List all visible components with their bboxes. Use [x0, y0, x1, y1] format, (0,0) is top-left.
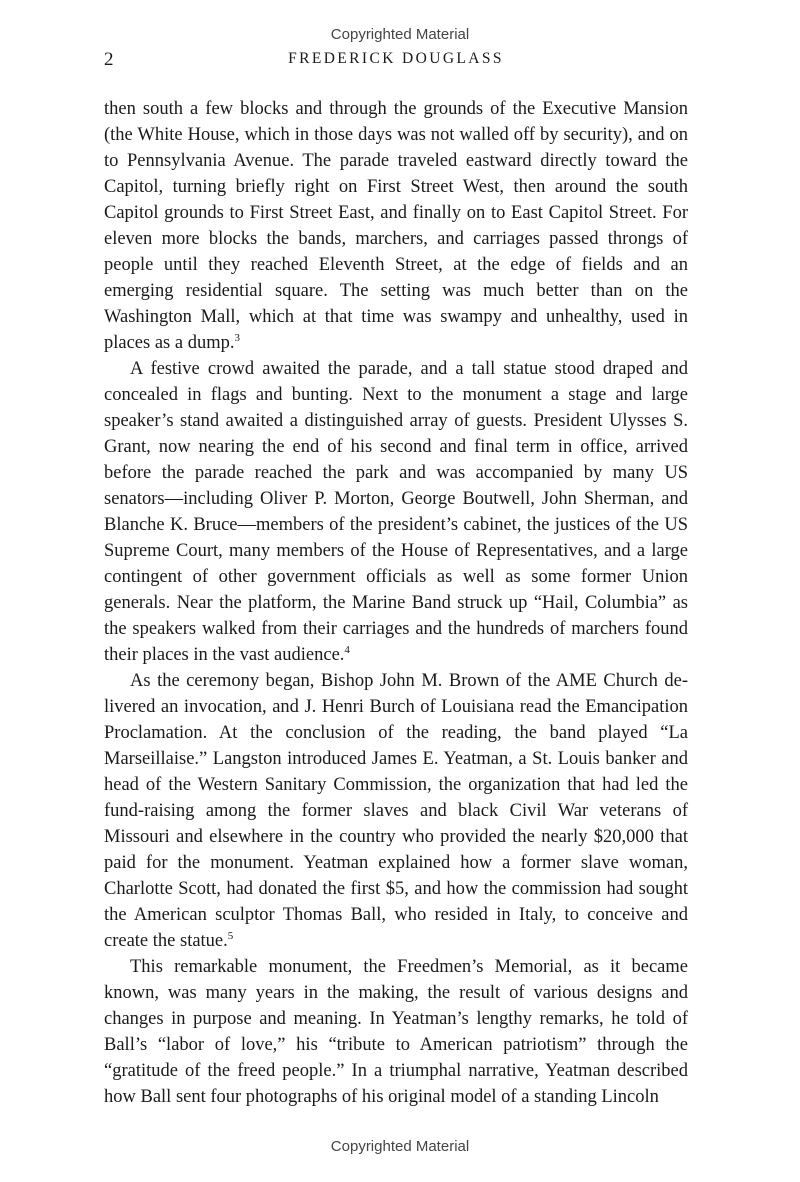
footnote-ref: 4: [344, 643, 350, 656]
footnote-ref: 3: [234, 331, 240, 344]
paragraph: [104, 96, 688, 356]
body-text: [104, 96, 688, 1110]
running-header: [104, 48, 688, 72]
footnote-ref: 5: [227, 929, 234, 942]
paragraph-text: A festive crowd awaited the parade, and a tall statue stood draped and concealed in flags and bunting. Next to the monument a stage and large speaker’s stand awaited a distinguished array of guests. President Ulysses S. Grant, now nearing the end of his second and final term in office, arrived before the parade reached the park and was accompanied by many US senators—including Oliver P. Morton, George Boutwell, John Sherman, and Blanche K. Bruce—members of the president’s cabinet, the justices of the US Supreme Court, many members of the House of Representatives, and a large contingent of other government officials as well as some former Union generals. Near the platform, the Marine Band struck up “Hail, Columbia” as the speakers walked from their carriages and the hundreds of marchers found their places in the vast audience.: [104, 359, 688, 665]
paragraph: [104, 668, 688, 954]
page-number: 2: [104, 49, 114, 70]
paragraph-text: then south a few blocks and through the grounds of the Executive Mansion (the White House, which in those days was not walled off by security), and on to Pennsylvania Avenue. The parade traveled eastward directly toward the Capitol, turning briefly right on First Street West, then around the south Capitol grounds to First Street East, and finally on to East Capitol Street. For eleven more blocks the bands, marchers, and carriages passed throngs of people until they reached Eleventh Street, at the edge of fields and an emerging residential square. The setting was much better than on the Washington Mall, which at that time was swampy and unhealthy, used in places as a dump.: [104, 99, 688, 353]
paragraph-text: As the ceremony began, Bishop John M. Brown of the AME Church delivered an invocation, and J. Henri Burch of Louisiana read the Emancipation Proclamation. At the conclusion of the reading, the band played “La Marseillaise.” Langston introduced James E. Yeatman, a St. Louis banker and head of the Western Sanitary Commission, the organization that had led the fund-raising among the former slaves and black Civil War veterans of Missouri and elsewhere in the country who provided the nearly $20,000 that paid for the monument. Yeatman explained how a former slave woman, Charlotte Scott, had donated the first $5, and how the commission had sought the American sculptor Thomas Ball, who resided in Italy, to conceive and create the statue.: [104, 671, 688, 951]
running-title: FREDERICK DOUGLASS: [288, 50, 504, 67]
copyright-watermark-bottom: Copyrighted Material: [330, 1138, 470, 1155]
paragraph-text: This remarkable monument, the Freedmen’s Memorial, as it became known, was many years in the making, the result of various designs and changes in purpose and meaning. In Yeatman’s lengthy remarks, he told of Ball’s “labor of love,” his “tribute to American patriotism” through the “gratitude of the freed people.” In a triumphal narrative, Yeatman described how Ball sent four photographs of his original model of a standing Lincoln: [104, 957, 688, 1107]
paragraph: [104, 954, 688, 1110]
copyright-watermark-top: Copyrighted Material: [330, 26, 470, 43]
paragraph: [104, 356, 688, 668]
